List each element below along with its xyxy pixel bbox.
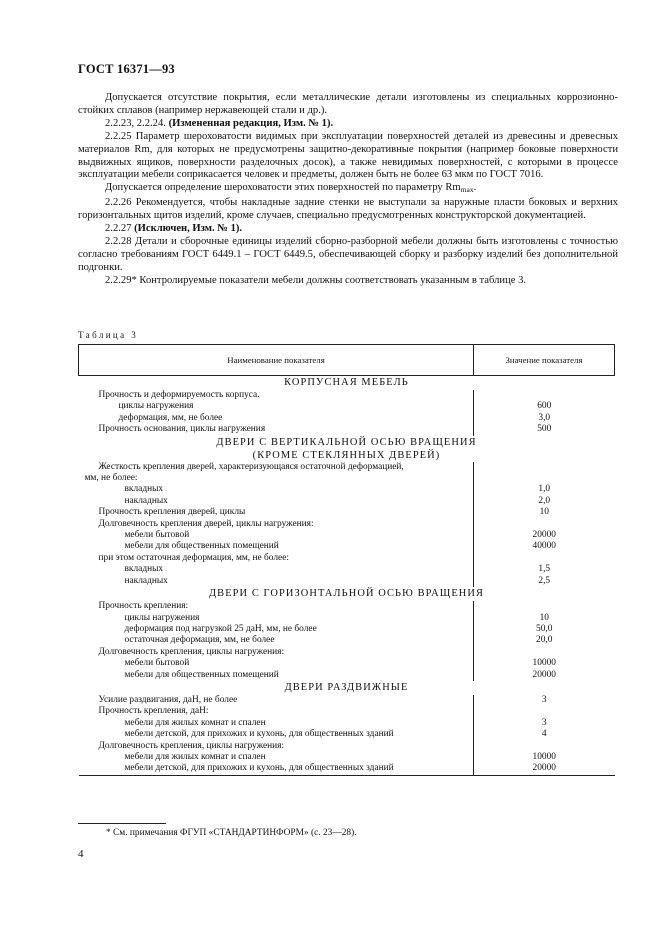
- excluded-note: (Исключен, Изм. № 1).: [134, 223, 243, 235]
- footnote-divider: [78, 823, 166, 824]
- row-label: мебели для жилых комнат и спален: [124, 751, 266, 762]
- clause-number: 2.2.23, 2.2.24.: [105, 117, 166, 129]
- table-row: [79, 484, 615, 495]
- row-label: вкладных: [124, 564, 164, 575]
- row-value: 4: [474, 729, 615, 740]
- row-label: Усилие раздвигания, даН, не более: [98, 694, 238, 705]
- row-value: 3: [474, 695, 615, 706]
- section-row: [79, 436, 615, 449]
- table-row: [79, 553, 615, 564]
- paragraph-2-2-25: 2.2.25 Параметр шероховатости видимых при эксплуатации поверхностей деталей из древесины и древесных материалов Rm, для которых не предусмотрены защитно-декоративные покрытия (например боковые поверхности выдвижных ящиков, поверхности разделочных досок), а также невидимых поверхностей, с которыми в процессе эксплуатации мебели соприкасается человек и предметы, должен быть не более 63 мкм по ГОСТ 7016.: [78, 130, 618, 181]
- row-label: мебели для жилых комнат и спален: [124, 717, 266, 728]
- row-label: Прочность крепления:: [98, 601, 189, 612]
- table-row: [79, 462, 615, 473]
- section-row: [79, 587, 615, 601]
- table-row: [79, 413, 615, 424]
- row-label: Прочность и деформируемость корпуса.: [98, 390, 260, 400]
- row-value: [474, 601, 615, 612]
- row-value: 10: [474, 613, 615, 624]
- row-value: [474, 741, 615, 752]
- row-label: деформация под нагрузкой 25 даН, мм, не более: [124, 623, 317, 634]
- table-row: [79, 496, 615, 507]
- row-value: 10: [474, 507, 615, 518]
- table-row: [79, 658, 615, 669]
- paragraph-2-2-26: 2.2.26 Рекомендуется, чтобы накладные задние стенки не выступали за наружные пласти боковых и верхних горизонтальных щитов изделий, кроме случаев, специально предусмотренных конструкторской документацией.: [78, 197, 618, 222]
- row-value: 3,0: [474, 413, 615, 424]
- table-row: [79, 741, 615, 752]
- row-label: накладных: [124, 575, 168, 586]
- table-row: [79, 695, 615, 706]
- row-label: Долговечность крепления дверей, циклы нагружения:: [98, 518, 314, 529]
- section-row: [79, 376, 615, 391]
- row-value: [474, 519, 615, 530]
- table-row: [79, 390, 615, 401]
- table-row: [79, 635, 615, 646]
- section-vertical-doors: ДВЕРИ С ВЕРТИКАЛЬНОЙ ОСЬЮ ВРАЩЕНИЯ: [216, 436, 477, 448]
- column-header-value: Значение показателя: [474, 345, 615, 376]
- row-label: циклы нагружения: [124, 612, 200, 623]
- roughness-subscript: max: [460, 185, 474, 195]
- row-value: 20,0: [474, 635, 615, 646]
- paragraph-coating: Допускается отсутствие покрытия, если металлические детали изготовлены из специальных коррозионно-стойких сплавов (например нержавеющей стали и др.).: [78, 92, 618, 116]
- table-row: [79, 473, 615, 484]
- section-row: [79, 449, 615, 462]
- row-label: мебели детской, для прихожих и кухонь, для общественных зданий: [79, 763, 474, 775]
- table-header-row: [79, 345, 615, 376]
- table-row: [79, 729, 615, 740]
- row-value: 3: [474, 718, 615, 729]
- table-3: [78, 344, 615, 776]
- row-label: мебели бытовой: [124, 658, 190, 669]
- table-row: [79, 424, 615, 435]
- table-row: [79, 564, 615, 575]
- paragraph-roughness: [78, 182, 618, 197]
- row-value: 20000: [474, 670, 615, 681]
- paragraph-2-2-27: [78, 223, 618, 236]
- row-value: [474, 647, 615, 658]
- row-label: накладных: [124, 495, 168, 506]
- table-row: [79, 718, 615, 729]
- row-value: 40000: [474, 541, 615, 552]
- roughness-end: .: [473, 182, 477, 194]
- row-label: Долговечность крепления, циклы нагружения:: [98, 646, 285, 657]
- row-value: 20000: [474, 763, 615, 775]
- row-value: 20000: [474, 530, 615, 541]
- row-label: Прочность крепления, даН:: [98, 706, 209, 717]
- row-value: 10000: [474, 658, 615, 669]
- section-row: [79, 681, 615, 695]
- row-label: остаточная деформация, мм, не более: [124, 635, 275, 646]
- row-value: 500: [474, 424, 615, 435]
- section-vertical-doors-note: (КРОМЕ СТЕКЛЯННЫХ ДВЕРЕЙ): [252, 449, 441, 461]
- table-row: [79, 706, 615, 717]
- amendment-note: (Измененная редакция, Изм. № 1).: [168, 117, 334, 129]
- standard-header: ГОСТ 16371—93: [78, 62, 175, 76]
- row-label: мебели для общественных помещений: [124, 669, 279, 680]
- section-sliding-doors: ДВЕРИ РАЗДВИЖНЫЕ: [284, 681, 409, 693]
- table-row: [79, 670, 615, 681]
- clause-number: 2.2.27: [105, 223, 132, 235]
- row-value: 2,5: [474, 576, 615, 587]
- paragraph-2-2-23: [78, 118, 618, 131]
- section-case-furniture: КОРПУСНАЯ МЕБЕЛЬ: [284, 377, 409, 388]
- table-row: [79, 752, 615, 763]
- row-label: мебели бытовой: [124, 530, 190, 541]
- table-row: [79, 530, 615, 541]
- footnote: * См. примечания ФГУП «СТАНДАРТИНФОРМ» (с. 23—28).: [106, 828, 357, 838]
- table-row: [79, 541, 615, 552]
- table-row: [79, 647, 615, 658]
- row-value: [474, 706, 615, 717]
- row-label: вкладных: [124, 484, 164, 495]
- row-label: мебели для общественных помещений: [124, 541, 279, 552]
- row-value: 1,0: [474, 484, 615, 495]
- table-row: [79, 601, 615, 612]
- row-value: 600: [474, 401, 615, 412]
- page-number: 4: [78, 848, 84, 860]
- table-row: [79, 507, 615, 518]
- table-row: [79, 613, 615, 624]
- paragraph-2-2-29: 2.2.29* Контролируемые показатели мебели должны соответствовать указанным в таблице 3.: [105, 274, 527, 286]
- column-header-name: Наименование показателя: [79, 345, 474, 376]
- row-value: [474, 553, 615, 564]
- table-row: [79, 576, 615, 587]
- row-value: [474, 473, 615, 484]
- body-text: [78, 92, 618, 288]
- row-label: мебели детской, для прихожих и кухонь, для общественных зданий: [124, 729, 394, 740]
- paragraph-2-2-28: 2.2.28 Детали и сборочные единицы изделий сборно-разборной мебели должны быть изготовлены с точностью согласно требованиям ГОСТ 6449.1 – ГОСТ 6449.5, обеспечивающей сборку и разборку изделий без дополнительной подгонки.: [78, 235, 618, 273]
- row-value: 50,0: [474, 624, 615, 635]
- row-value: [474, 390, 615, 401]
- table-row: [79, 519, 615, 530]
- row-value: [474, 462, 615, 473]
- row-value: 1,5: [474, 564, 615, 575]
- row-label: Жесткость крепления дверей, характеризующаяся остаточной деформацией,: [98, 461, 404, 472]
- row-value: 10000: [474, 752, 615, 763]
- section-horizontal-doors: ДВЕРИ С ГОРИЗОНТАЛЬНОЙ ОСЬЮ ВРАЩЕНИЯ: [208, 588, 485, 600]
- row-label: мм, не более:: [84, 473, 138, 484]
- row-label: Долговечность крепления, циклы нагружения:: [98, 740, 285, 751]
- row-label: Прочность основания, циклы нагружения: [98, 424, 266, 435]
- row-value: 2,0: [474, 496, 615, 507]
- row-label: при этом остаточная деформация, мм, не более:: [98, 552, 289, 563]
- row-label: циклы нагружения: [118, 401, 194, 412]
- table-row: [79, 624, 615, 635]
- row-label: деформация, мм, не более: [118, 412, 223, 423]
- table-row: [79, 763, 615, 775]
- table-row: [79, 401, 615, 412]
- row-label: Прочность крепления дверей, циклы: [98, 507, 246, 518]
- roughness-text: Допускается определение шероховатости этих поверхностей по параметру Rm: [105, 182, 461, 194]
- table-caption: Таблица 3: [78, 330, 139, 340]
